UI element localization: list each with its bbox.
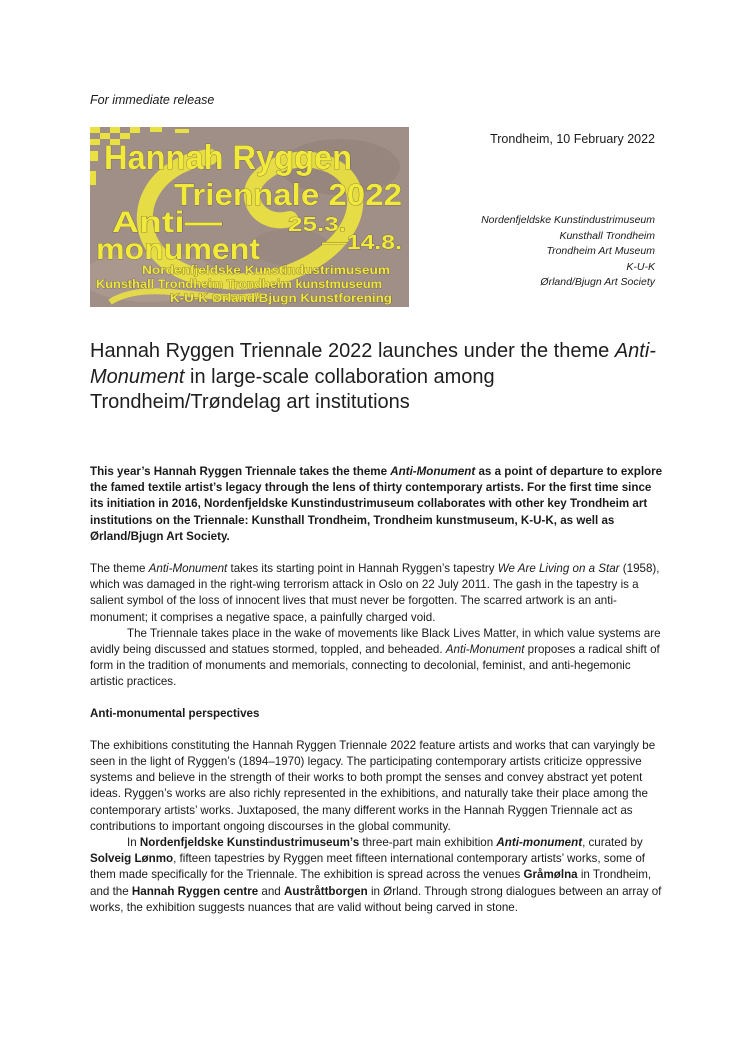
institution-item: K-U-K bbox=[626, 260, 655, 273]
institution-item: Nordenfjeldske Kunstindustrimuseum bbox=[481, 214, 655, 226]
institution-item: Ørland/Bjugn Art Society bbox=[540, 276, 655, 288]
poster-dates-line2: —14.8. bbox=[322, 232, 402, 254]
poster-venue-line1: Nordenfjeldske Kunstindustrimuseum bbox=[142, 265, 390, 277]
release-label: For immediate release bbox=[90, 93, 215, 107]
headline-text: Hannah Ryggen Triennale 2022 launches under the theme bbox=[90, 340, 615, 362]
poster-venue-line3: K-U-K Ørland/Bjugn Kunstforening bbox=[170, 293, 392, 305]
triennale-poster-image bbox=[90, 127, 409, 307]
dateline: Trondheim, 10 February 2022 bbox=[490, 132, 655, 146]
institution-item: Trondheim Art Museum bbox=[546, 245, 655, 257]
institution-list bbox=[481, 213, 655, 291]
body-paragraph: The theme Anti-Monument takes its starting point in Hannah Ryggen’s tapestry We Are Living on a Star (1958), which was damaged in the right-wing terrorism attack in Oslo on 22 July 2011. The gash in the tapestry is a salient symbol of the loss of innocent lives that must never be forgotten. The scarred artwork is an anti-monument; it comprises a negative space, a painfully charged void. bbox=[90, 562, 660, 624]
section-heading: Anti-monumental perspectives bbox=[90, 706, 260, 720]
lead-paragraph: This year’s Hannah Ryggen Triennale takes the theme Anti-Monument as a point of departure to explore the famed textile artist’s legacy through the lens of thirty contemporary artists. For the first time since its initiation in 2016, Nordenfjeldske Kunstindustrimuseum collaborates with other key Trondheim art institutions on the Triennale: Kunsthall Trondheim, Trondheim kunstmuseum, K-U-K, as well as Ørland/Bjugn Art Society. bbox=[90, 465, 663, 543]
body-paragraph: The exhibitions constituting the Hannah Ryggen Triennale 2022 feature artists and works that can varyingly be seen in the light of Ryggen’s (1894–1970) legacy. The participating contemporary artists criticize oppressive systems and believe in the strength of their works to both prompt the senses and convey abstract yet potent ideas. Ryggen’s works are also richly represented in the exhibitions, and naturally take their place among the contemporary artists’ works. Juxtaposed, the many different works in the Hannah Ryggen Triennale act as contributions to important ongoing discourses in the global community. bbox=[90, 738, 656, 833]
headline-text: in large-scale collaboration among Trondheim/Trøndelag art institutions bbox=[90, 365, 495, 413]
poster-title-line1: Hannah Ryggen bbox=[104, 139, 352, 177]
poster-anti: Anti— bbox=[112, 206, 222, 239]
institution-item: Kunsthall Trondheim bbox=[559, 229, 655, 242]
body-paragraph: The Triennale takes place in the wake of movements like Black Lives Matter, in which value systems are avidly being discussed and statues stormed, toppled, and beheaded. Anti-Monument proposes a radical shift of form in the tradition of monuments and memorials, connecting to decolonial, feminist, and anti-hegemonic artistic practices. bbox=[90, 626, 661, 689]
headline bbox=[90, 339, 670, 416]
body-paragraph: In Nordenfjeldske Kunstindustrimuseum’s three-part main exhibition Anti-monument, curated by Solveig Lønmo, fifteen tapestries by Ryggen meet fifteen international contemporary artists’ works, some of them made specifically for the Triennale. The exhibition is spread across the venues Gråmølna in Trondheim, and the Hannah Ryggen centre and Austråttborgen in Ørland. Through strong dialogues between an array of works, the exhibition suggests nuances that are valid without being carved in stone. bbox=[90, 836, 662, 914]
poster-dates-line1: 25.3. bbox=[288, 214, 346, 236]
poster-venue-line2: Kunsthall Trondheim Trondheim kunstmuseum bbox=[96, 279, 382, 291]
headline-italic: Anti-Monument bbox=[90, 340, 656, 388]
poster-title-line2: Triennale 2022 bbox=[174, 177, 402, 212]
poster-monument: monument bbox=[96, 233, 261, 266]
article-body bbox=[90, 464, 665, 916]
